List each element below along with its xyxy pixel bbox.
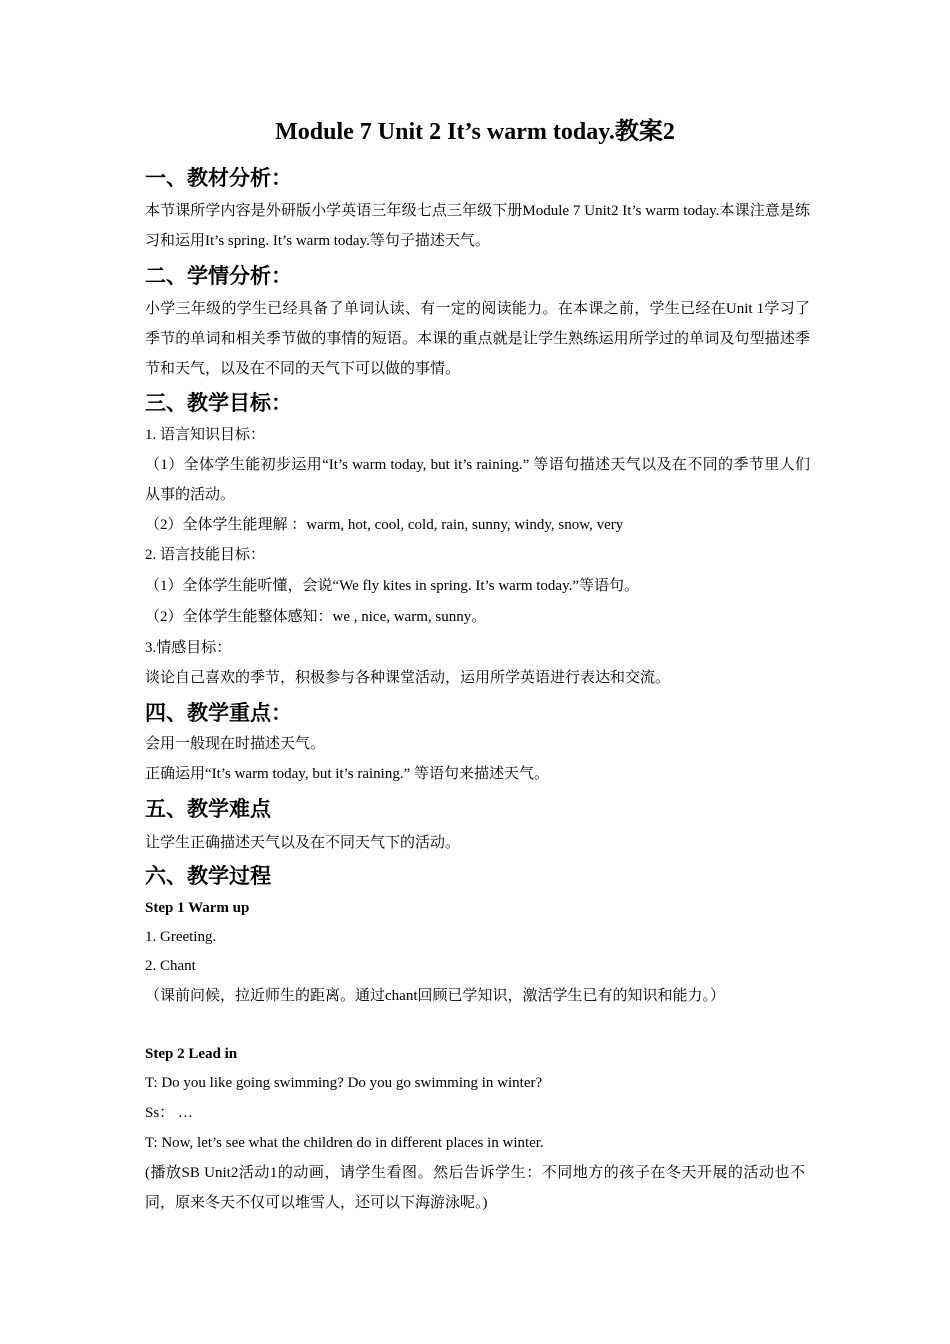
knowledge-objective-1: （1）全体学生能初步运用“It’s warm today, but it’s raining.” 等语句描述天气以及在不同的季节里人们从事的活动。	[145, 457, 810, 503]
skill-objective-1: （1）全体学生能听懂，会说“We fly kites in spring. It’s warm today.”等语句。	[145, 578, 640, 594]
heading-difficult-points: 五、教学难点	[145, 797, 271, 821]
knowledge-objective-label: 1. 语言知识目标：	[145, 427, 266, 443]
heading-textbook-analysis: 一、教材分析：	[145, 166, 292, 190]
heading-key-points: 四、教学重点：	[145, 701, 292, 725]
step2-note: (播放SB Unit2活动1的动画，请学生看图。然后告诉学生：不同地方的孩子在冬天开展的活动也不同，原来冬天不仅可以堆雪人，还可以下海游泳呢。)	[145, 1165, 805, 1211]
step1-item-greeting: 1. Greeting.	[145, 929, 217, 945]
skill-objective-label: 2. 语言技能目标：	[145, 547, 266, 563]
step1-item-chant: 2. Chant	[145, 958, 196, 974]
heading-teaching-process: 六、教学过程	[145, 864, 271, 888]
step2-dialog-1: T: Do you like going swimming? Do you go swimming in winter?	[145, 1075, 543, 1091]
learner-analysis-text: 小学三年级的学生已经具备了单词认读、有一定的阅读能力。在本课之前，学生已经在Unit 1学习了季节的单词和相关季节做的事情的短语。本课的重点就是让学生熟练运用所学过的单词及句型描述季节和天气，以及在不同的天气下可以做的事情。	[145, 301, 811, 377]
key-point-1: 会用一般现在时描述天气。	[145, 736, 326, 752]
step2-dialog-2: Ss： …	[145, 1105, 193, 1121]
textbook-analysis-text: 本节课所学内容是外研版小学英语三年级七点三年级下册Module 7 Unit2 It’s warm today.本课注意是练习和运用It’s spring. It’s warm today.等句子描述天气。	[145, 203, 810, 249]
skill-objective-2: （2）全体学生能整体感知：we , nice, warm, sunny。	[145, 609, 487, 625]
difficult-point-text: 让学生正确描述天气以及在不同天气下的活动。	[145, 835, 461, 851]
key-point-2: 正确运用“It’s warm today, but it’s raining.” 等语句来描述天气。	[145, 766, 549, 782]
step1-title: Step 1 Warm up	[145, 900, 250, 916]
step2-title: Step 2 Lead in	[145, 1046, 238, 1062]
heading-learner-analysis: 二、学情分析：	[145, 264, 292, 288]
emotion-objective-text: 谈论自己喜欢的季节，积极参与各种课堂活动，运用所学英语进行表达和交流。	[145, 670, 671, 686]
heading-teaching-objectives: 三、教学目标：	[145, 391, 292, 415]
emotion-objective-label: 3.情感目标：	[145, 640, 232, 656]
step2-dialog-3: T: Now, let’s see what the children do in different places in winter.	[145, 1135, 544, 1151]
knowledge-objective-2: （2）全体学生能理解 ：warm, hot, cool, cold, rain, sunny, windy, snow, very	[145, 517, 624, 533]
document-title: Module 7 Unit 2 It’s warm today.教案2	[275, 119, 675, 145]
step1-note: （课前问候，拉近师生的距离。通过chant回顾已学知识，激活学生已有的知识和能力。）	[145, 988, 725, 1004]
